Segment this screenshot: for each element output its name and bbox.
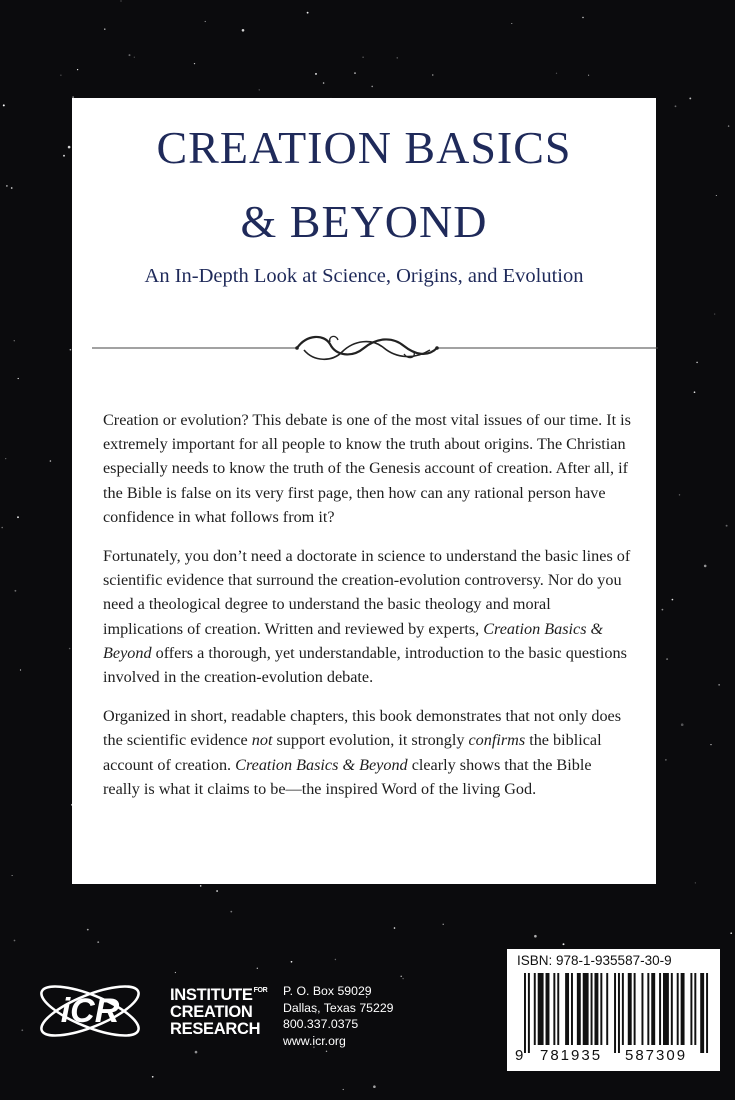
book-subtitle: An In-Depth Look at Science, Origins, and Evolution — [144, 265, 584, 287]
barcode-bar — [606, 973, 608, 1045]
star — [511, 23, 512, 24]
star — [710, 744, 711, 745]
star — [662, 609, 664, 611]
star — [534, 935, 537, 938]
star — [689, 97, 691, 99]
star — [18, 378, 19, 379]
star — [373, 1085, 376, 1088]
star — [335, 959, 336, 960]
barcode-bar — [628, 973, 632, 1045]
barcode-bar — [534, 973, 536, 1045]
star — [343, 1089, 344, 1090]
star — [63, 155, 65, 157]
star — [582, 17, 583, 18]
publisher-name: INSTITUTEFOR CREATION RESEARCH — [170, 986, 268, 1038]
star — [242, 29, 245, 32]
star — [20, 669, 21, 670]
star — [14, 940, 16, 942]
star — [68, 146, 71, 149]
star — [5, 458, 6, 459]
barcode-bar — [663, 973, 669, 1045]
barcode-bar — [618, 973, 620, 1053]
star — [1, 527, 3, 529]
star — [371, 86, 373, 88]
star — [3, 104, 5, 106]
book-title-inline: Creation Basics & Beyond — [235, 755, 408, 774]
barcode-bar — [651, 973, 655, 1045]
star — [205, 21, 206, 22]
description-paragraph-1: Creation or evolution? This debate is one of the most vital issues of our time. It is extremely important for all people to know the truth about origins. The Christian especially needs to know the truth of the Genesis account of creation. After all, if the Bible is false on its very first page, then how can any rational person have confidence in what follows from it? — [103, 411, 631, 526]
star — [694, 391, 696, 393]
star — [402, 978, 403, 979]
star — [354, 72, 356, 74]
barcode-bar — [677, 973, 679, 1045]
star — [326, 1051, 327, 1052]
star — [714, 314, 715, 315]
star — [257, 968, 258, 969]
address-line: P. O. Box 59029 — [283, 984, 372, 998]
description-paragraph-2: Fortunately, you don’t need a doctorate in science to understand the basic lines of scientific evidence that surround the creation-evolution controversy. Nor do you need a theological degree to understand the basic theology and moral implications of creation. Written and reviewed by experts, Creation Basics & Beyond offers a thorough, yet understandable, introduction to the basic questions involved in the creation-evolution debate. — [103, 547, 631, 687]
star — [70, 349, 72, 351]
star — [672, 599, 674, 601]
barcode-bar — [524, 973, 526, 1053]
barcode-bar — [641, 973, 643, 1045]
phone-number: 800.337.0375 — [283, 1017, 359, 1031]
star — [432, 74, 433, 75]
star — [675, 105, 677, 107]
star — [77, 69, 78, 70]
star — [50, 460, 52, 462]
star — [323, 82, 325, 84]
barcode-bar — [565, 973, 569, 1045]
star — [726, 525, 728, 527]
star — [400, 976, 401, 977]
barcode-bar — [546, 973, 550, 1045]
star — [14, 340, 15, 341]
star — [200, 885, 202, 887]
star — [120, 0, 121, 1]
star — [17, 516, 19, 518]
star — [291, 961, 293, 963]
star — [563, 943, 565, 945]
star — [665, 759, 666, 760]
barcode-bar — [594, 973, 598, 1045]
star — [716, 195, 717, 196]
barcode-bar — [700, 973, 704, 1053]
book-title-line1: CREATION BASICS — [156, 122, 572, 173]
star — [728, 125, 729, 126]
description-paragraph-3: Organized in short, readable chapters, this book demonstrates that not only does the scientific evidence not support evolution, it strongly confirms the biblical account of creation. Creation Basics & Beyond clearly shows that the Bible really is what it claims to be—the inspired Word of the living God. — [103, 707, 622, 798]
star — [14, 590, 16, 592]
publisher-contact — [283, 983, 394, 1049]
barcode-bar — [557, 973, 559, 1045]
svg-text:iCR: iCR — [60, 992, 120, 1030]
star — [666, 658, 668, 660]
star — [216, 890, 218, 892]
barcode-bar — [591, 973, 593, 1045]
star — [718, 684, 719, 685]
star — [152, 1076, 154, 1078]
barcode-bar — [571, 973, 573, 1045]
barcode-bar — [690, 973, 692, 1045]
star — [104, 28, 105, 29]
star — [60, 75, 61, 76]
star — [397, 57, 398, 58]
star — [12, 875, 13, 876]
star — [21, 1029, 23, 1031]
barcode-bars-icon — [524, 973, 710, 1053]
barcode-bar — [583, 973, 589, 1045]
star — [230, 911, 232, 913]
isbn-barcode: ISBN: 978-1-935587-30-9 9 781935 587309 — [507, 949, 720, 1071]
star — [443, 924, 444, 925]
star — [259, 89, 260, 90]
barcode-bar — [553, 973, 555, 1045]
book-description — [103, 408, 631, 816]
barcode-bar — [671, 973, 673, 1045]
star — [681, 723, 684, 726]
book-title-line2: & BEYOND — [240, 196, 488, 247]
star — [730, 932, 732, 934]
star — [69, 648, 71, 650]
barcode-bar — [694, 973, 696, 1045]
star — [6, 185, 8, 187]
star — [129, 54, 131, 56]
address-line: Dallas, Texas 75229 — [283, 1000, 394, 1015]
barcode-bar — [659, 973, 661, 1045]
barcode-bar — [600, 973, 602, 1045]
star — [696, 362, 698, 364]
isbn-label: ISBN: 978-1-935587-30-9 — [517, 953, 672, 968]
flourish-divider-icon — [92, 328, 658, 368]
barcode-bar — [622, 973, 624, 1045]
star — [556, 73, 557, 74]
book-title-inline: Creation Basics & Beyond — [103, 619, 604, 662]
star — [315, 73, 317, 75]
barcode-bar — [538, 973, 544, 1045]
star — [704, 565, 707, 568]
star — [588, 75, 589, 76]
star — [362, 56, 363, 57]
star — [134, 57, 135, 58]
barcode-bar — [614, 973, 616, 1053]
star — [194, 63, 195, 64]
website-link: www.icr.org — [283, 1033, 346, 1048]
star — [695, 882, 696, 883]
barcode-bar — [528, 973, 530, 1053]
barcode-bar — [647, 973, 649, 1045]
star — [11, 187, 13, 189]
barcode-bar — [634, 973, 636, 1045]
barcode-bar — [681, 973, 685, 1045]
star — [679, 494, 680, 495]
star — [394, 927, 396, 929]
star — [307, 12, 309, 14]
star — [195, 1051, 198, 1054]
barcode-bar — [706, 973, 708, 1053]
star — [87, 929, 89, 931]
star — [97, 941, 99, 943]
barcode-bar — [577, 973, 581, 1045]
back-cover-panel — [72, 98, 656, 884]
